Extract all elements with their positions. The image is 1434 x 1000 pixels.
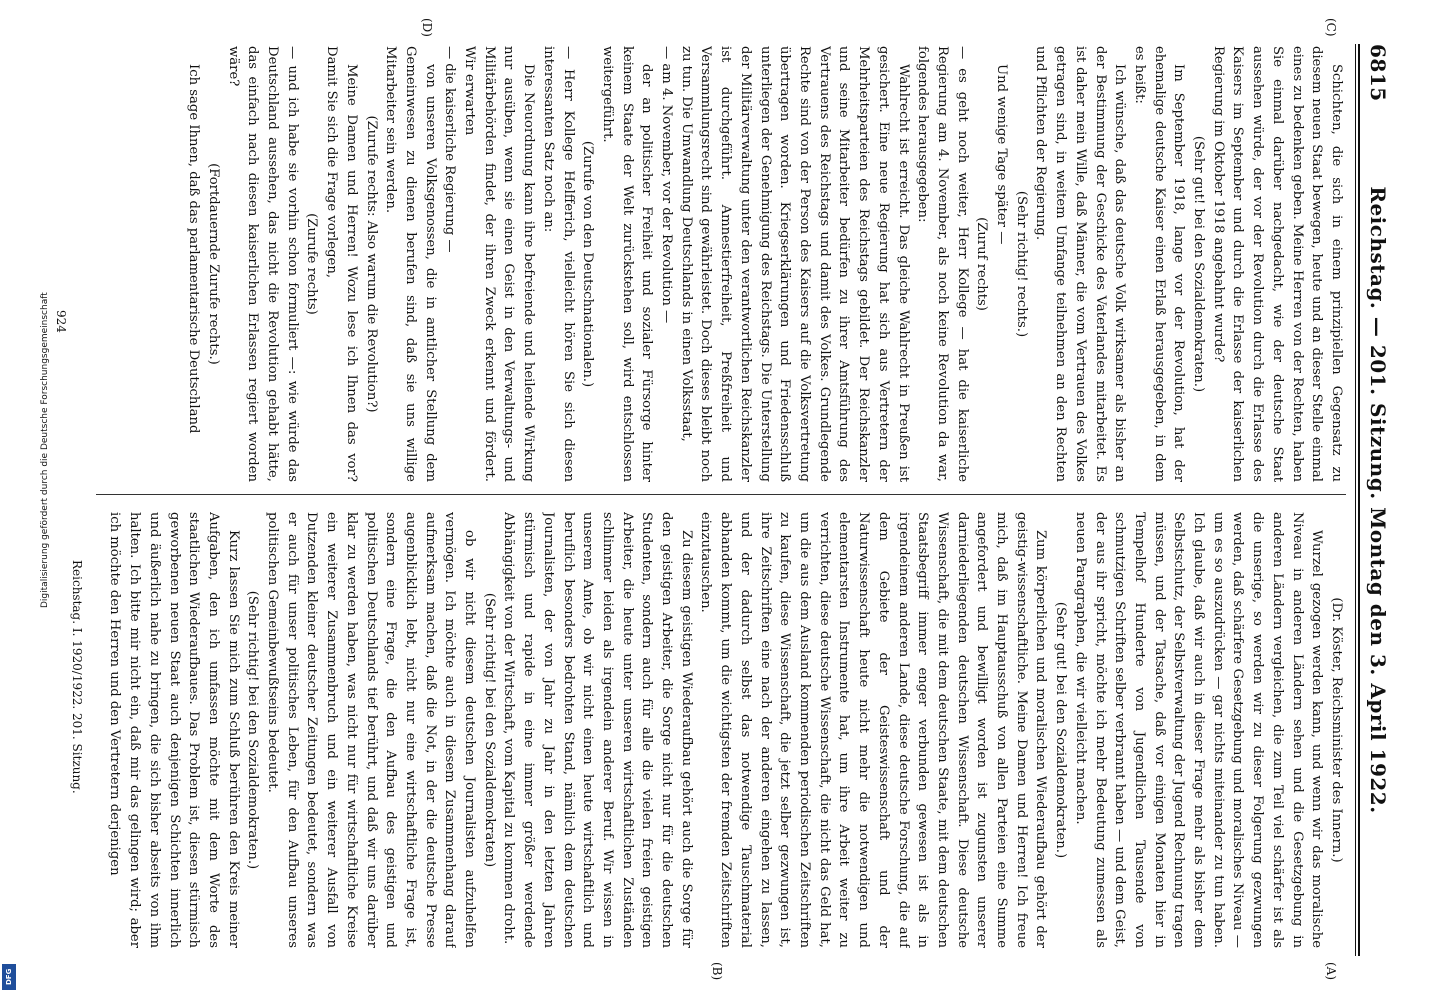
margin-marker-d: (D) bbox=[420, 18, 434, 37]
paragraph: Zum körperlichen und moralischen Wiederaufbau gehört der geistig-wissenschaftliche. Meine Damen und Herren! Ich freue mich, daß im Hauptausschuß von allen Parteien eine Summe angefordert und bewilligt worden ist zugunsten unserer darniederliegenden deutschen Wissenschaft. Diese deutsche Wissenschaft, die mit dem deutschen Staate, mit dem deutschen Staatsbegriff immer enger verbunden gewesen ist als in irgendeinem anderen Lande, diese deutsche Forschung, die auf dem Gebiete der Geisteswissenschaft und der Naturwissenschaft heute nicht mehr die notwendigen und elementarsten Instrumente hat, um ihre Arbeit weiter zu verrichten, diese deutsche Wissenschaft, die nicht das Geld hat, um die aus dem Ausland kommenden periodischen Zeitschriften zu kaufen, diese Wissenschaft, die jetzt selber gezwungen ist, ihre Zeitschriften eine nach der anderen eingehen zu lassen, und der dadurch selbst das notwendige Tauschmaterial abhanden kommt, um die wichtigsten der fremden Zeitschriften einzutauschen. bbox=[698, 512, 1049, 948]
paragraph: (Sehr richtig! rechts.) bbox=[1013, 190, 1029, 338]
paragraph: (Sehr richtig! bei den Sozialdemokraten) bbox=[481, 592, 497, 868]
paragraph: Meine Damen und Herren! Wozu lese ich Ihnen das vor? Damit Sie sich die Frage vorlegen, bbox=[324, 46, 359, 482]
paragraph: Und wenige Tage später — bbox=[994, 64, 1010, 245]
paragraph: (Sehr richtig! bei den Sozialdemokraten.) bbox=[245, 590, 261, 870]
paragraph: — und ich habe sie vorhin schon formuliert —: wie würde das Deutschland aussehen, das nicht die Revolution gehabt hätte, das einfach nach diesen kaiserlichen Erlassen regiert worden wäre? bbox=[225, 46, 300, 482]
paragraph: Im September 1918, lange vor der Revolution, hat der ehemalige deutsche Kaiser einen Erlaß herausgegeben, in dem es heißt: bbox=[1131, 46, 1187, 482]
header-rule bbox=[1358, 44, 1360, 956]
right-column bbox=[96, 512, 1346, 948]
paragraph: Zu diesem geistigen Wiederaufbau gehört auch die Sorge für den geistigen Arbeiter, die Sorge nicht nur für die deutschen Studenten, sondern auch für alle die vielen freien geistigen Arbeiter, die heute unter unseren wirtschaftlichen Zuständen schlimmer leiden als irgendein anderer Beruf. Wir wissen in unserem Amte, ob wir nicht einen heute wirtschaftlich und beruflich besonders bedrohten Stand, nämlich dem deutschen Journalisten, der von Jahr zu Jahr in den letzten Jahren stürmisch und rapide in eine immer größer werdende Abhängigkeit von der Wirtschaft, vom Kapital zu kommen droht. bbox=[501, 512, 694, 948]
paragraph: (Zuruf rechts) bbox=[974, 217, 990, 311]
paragraph: Wahlrecht ist erreicht. Das gleiche Wahlrecht in Preußen ist gesichert. Eine neue Regierung hat sich aus Vertretern der Mehrheitsparteien des Reichstags gebildet. Der Reichskanzler und seine Mitarbeiter bedürfen zu ihrer Amtsführung des Vertrauens des Reichstags und damit des Volkes. Grundlegende Rechte sind von der Person des Kaisers auf die Volksvertretung übertragen worden. Kriegserklärungen und Friedensschluß unterliegen der Genehmigung des Reichstags. Die Unterstellung der Militärverwaltung unter den verantwortlichen Reichskanzler ist durchgeführt. Amnestierfreiheit, Preßfreiheit und Versammlungsrecht sind gewährleistet. Doch dieses bleibt noch zu tun. Die Umwandlung Deutschlands in einen Volksstaat, bbox=[678, 46, 911, 482]
paragraph: Schichten, die sich in einem prinzipiellen Gegensatz zu diesem neuen Staat bewegen, heute und an dieser Stelle einmal eines zu bedenken geben. Meine Herren von der Rechten, haben Sie einmal darüber nachgedacht, wie der deutsche Staat aussehen würde, der vor der Revolution durch die Erlasse des Kaisers im September und durch die Erlasse der kaiserlichen Regierung im Oktober 1918 angebahnt wurde? bbox=[1210, 46, 1344, 482]
paragraph: Die Neuordnung kann ihre befreiende und heilende Wirkung nur ausüben, wenn sie einen Geist in den Verwaltungs- und Militärbehörden findet, der ihren Zweck erkennt und fördert. Wir erwarten bbox=[462, 46, 537, 482]
paragraph: — Herr Kollege Helfferich, vielleicht hören Sie sich diesen interessanten Satz noch an: bbox=[540, 46, 576, 482]
dfg-logo: DFG bbox=[2, 964, 16, 990]
paragraph: (Zurufe rechts: Also warum die Revolution?) bbox=[363, 115, 379, 413]
paragraph: von unseren Volksgenossen, die in amtlicher Stellung dem Gemeinwesen zu dienen berufen sind, daß sie uns willige Mitarbeiter sein werden. bbox=[383, 46, 438, 482]
margin-marker-c: (C) bbox=[1324, 18, 1338, 37]
paragraph: Ich sage Ihnen, daß das parlamentarische Deutschland bbox=[186, 64, 202, 434]
page-title: Reichstag. — 201. Sitzung. Montag den 3. April 1922. bbox=[1366, 186, 1390, 814]
column-divider bbox=[96, 494, 1346, 495]
paragraph: — am 4. November, vor der Revolution — bbox=[659, 46, 675, 324]
paragraph: Ich wünsche, daß das deutsche Volk wirksamer als bisher an der Bestimmung der Geschicke des Vaterlandes mitarbeitet. Es ist daher mein Wille, daß Männer, die vom Vertrauen des Volkes getragen sind, in weitem Umfange teilnehmen an den Rechten und Pflichten der Regierung. bbox=[1033, 46, 1128, 482]
paragraph: (Sehr gut! bei den Sozialdemokraten.) bbox=[1191, 135, 1207, 393]
paragraph: Kurz lassen Sie mich zum Schluß berühren den Kreis meiner Aufgaben, den ich umfassen möchte mit dem Worte des staatlichen Wiederaufbaues. Das Problem ist, diesen stürmisch geworbenen neuen Staat auch denjenigen Schichten innerlich und äußerlich nahe zu bringen, die sich bisher abseits von ihm halten. Ich bitte mir nicht ein, daß mir das gelingen wird; aber ich möchte den Herren und den Vertretern derjenigen bbox=[107, 512, 241, 948]
margin-marker-a: (A) bbox=[1324, 962, 1338, 981]
paragraph: Wurzel gezogen werden kann, und wenn wir das moralische Niveau in anderen Ländern sehen und die Gesetzgebung in anderen Ländern vergleichen, die zum Teil viel schärfer ist als die unserige, so werden wir zu dieser Folgerung gezwungen werden, daß schärfere Gesetzgebung und moralisches Niveau — um es so auszudrücken — gar nichts miteinander zu tun haben. Ich glaube, daß wir auch in dieser Frage mehr als bisher dem Selbstschutz, der Selbstverwaltung der Jugend Rechnung tragen müssen, und der Tatsache, daß vor einigen Monaten hier in Tempelhof Hunderte von Jugendlichen Tausende von schmutzigen Schriften selber verbrannt haben — und dem Geist, der aus ihr spricht, möchte ich mehr Bedeutung zumessen als neuen Paragraphen, die wir vielleicht machen. bbox=[1072, 512, 1325, 948]
paragraph: (Zurufe von den Deutschnationalen.) bbox=[580, 140, 596, 388]
paragraph: — die kaiserliche Regierung — bbox=[442, 46, 458, 253]
paragraph: (Fortdauernde Zurufe rechts.) bbox=[205, 163, 221, 365]
paragraph: der an politischer Freiheit und sozialer Fürsorge hinter keinem Staate der Welt zurückstehen soll, wird entschlossen weitergeführt. bbox=[599, 46, 655, 482]
left-column bbox=[96, 46, 1346, 482]
paragraph: ob wir nicht diesem deutschen Journalisten aufzuhelfen vermögen. Ich möchte auch in diesem Zusammenhang darauf aufmerksam machen, daß die Not, in der die deutsche Presse augenblicklich lebt, nicht nur eine wirtschaftliche Frage ist, sondern eine Frage, die den Aufbau des geistigen und politischen Deutschlands tief berührt, und daß wir uns darüber klar zu werden haben, was nicht nur für wirtschaftliche Kreise ein weiterer Zusammenbruch und ein weiterer Ausfall von Dutzenden kleiner deutscher Zeitungen bedeutet, sondern was er auch für unser politisches Leben, für den Aufbau unseres politischen Gemeinbewußtseins bedeutet. bbox=[265, 512, 478, 948]
digitization-note: Digitalisierung gefördert durch die Deutsche Forschungsgemeinschaft bbox=[40, 292, 50, 608]
paragraph: (Dr. Köster, Reichsminister des Innern.) bbox=[1329, 597, 1344, 863]
paragraph: (Sehr gut! bei den Sozialdemokraten.) bbox=[1053, 601, 1069, 859]
header-rule-thin bbox=[1355, 44, 1356, 956]
page-header bbox=[1362, 44, 1392, 956]
page-number: 6815 bbox=[1366, 44, 1390, 102]
margin-marker-b: (B) bbox=[710, 962, 724, 981]
paragraph: (Zurufe rechts) bbox=[304, 213, 320, 315]
footer-reference: Reichstag. I. 1920/1922. 201. Sitzung. bbox=[70, 560, 84, 794]
footer-page-number: 924 bbox=[54, 310, 68, 333]
paragraph: — es geht noch weiter, Herr Kollege — hat die kaiserliche Regierung am 4. November, als noch keine Revolution da war, folgendes herausgegeben: bbox=[915, 46, 970, 482]
